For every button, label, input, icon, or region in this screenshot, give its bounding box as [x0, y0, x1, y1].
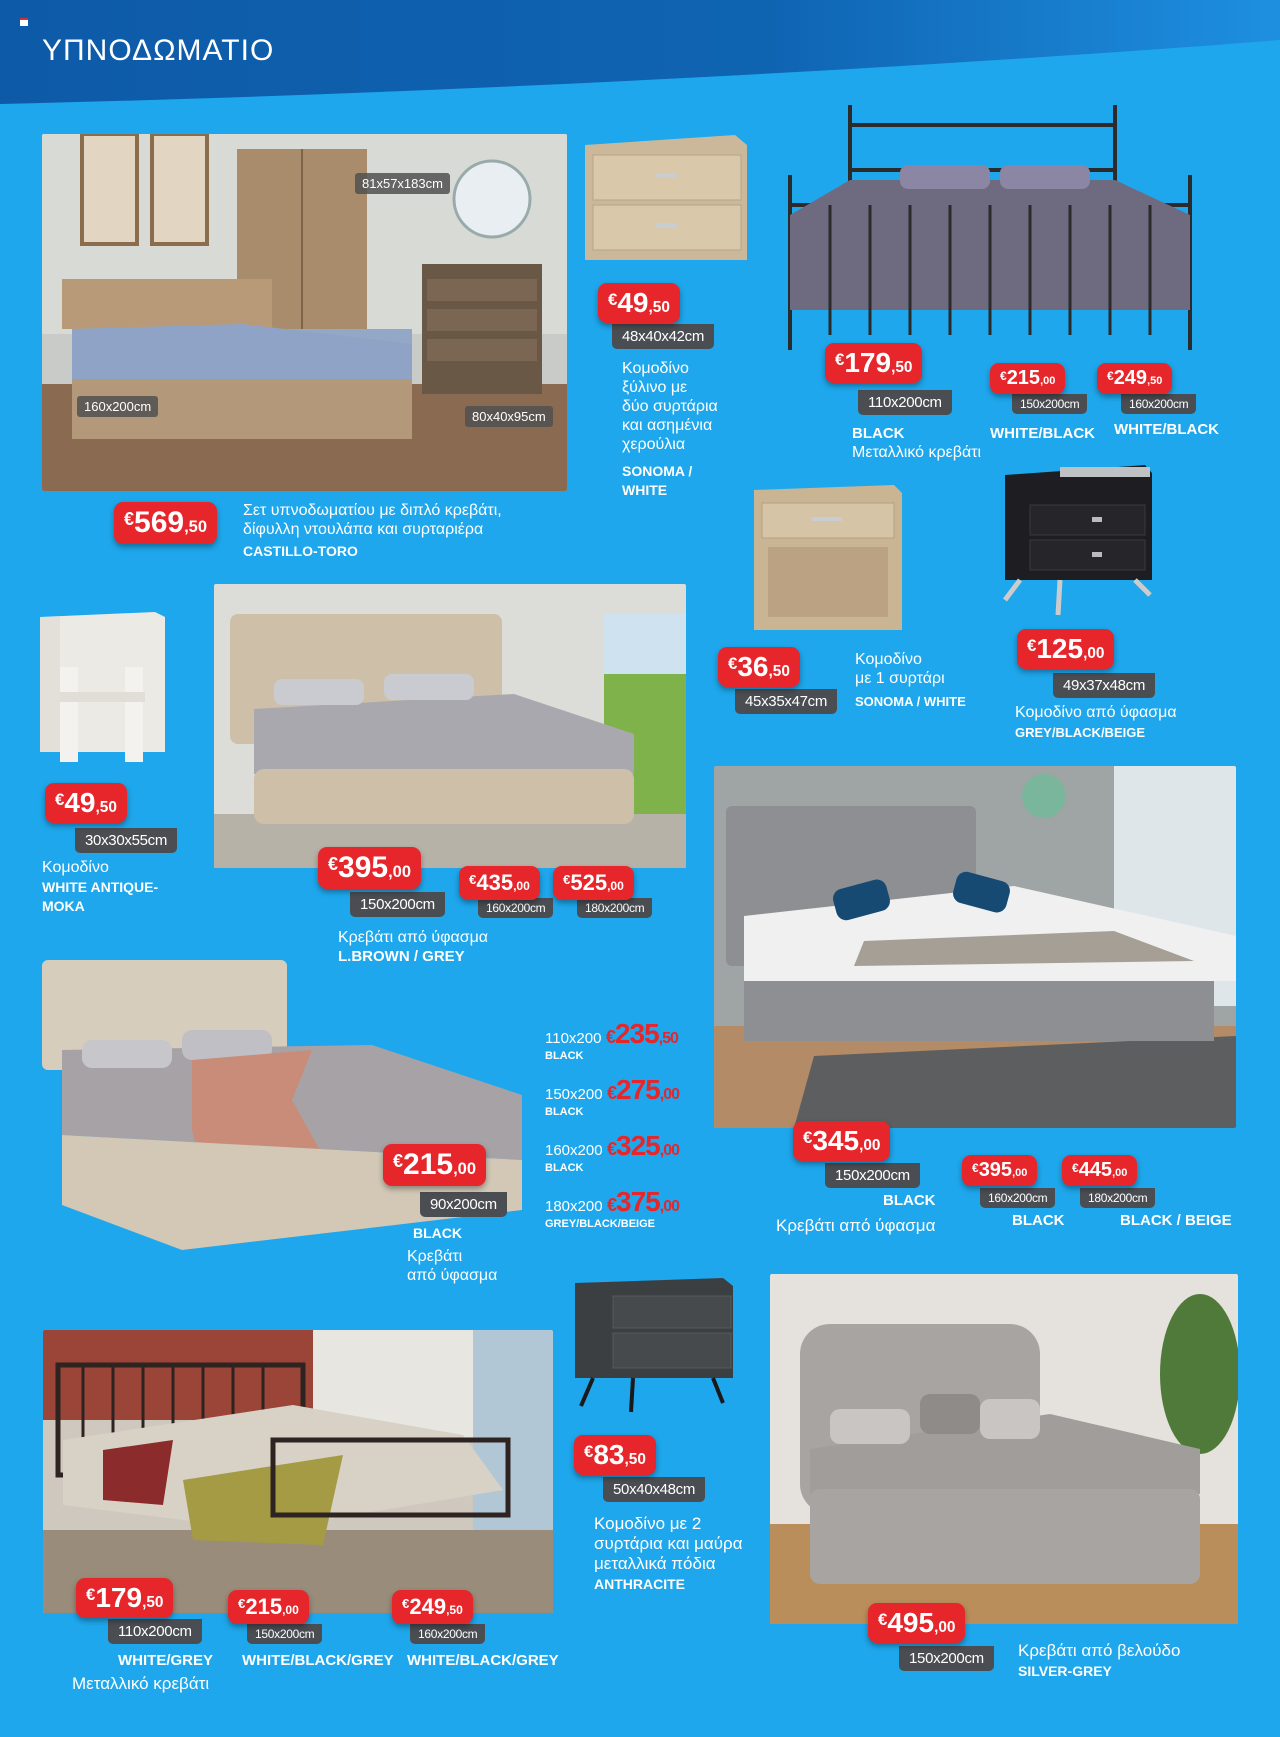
nightstand-sonoma-dimensions: 48x40x42cm	[612, 324, 714, 349]
striped-metal-bed-dimensions-150: 150x200cm	[247, 1624, 322, 1644]
fabric-nightstand-dimensions: 49x37x48cm	[1053, 673, 1155, 698]
size-color: BLACK	[545, 1106, 584, 1118]
nightstand-sonoma-photo[interactable]	[585, 135, 747, 260]
flag-icon	[20, 18, 28, 26]
velvet-bed-desc: Κρεβάτι από βελούδο	[1018, 1641, 1181, 1660]
metal-bed-dimensions-160: 160x200cm	[1121, 394, 1196, 414]
dresser-dimension-tag: 80x40x95cm	[465, 406, 553, 427]
metal-bed-dimensions: 110x200cm	[858, 390, 952, 415]
nightstand-one-drawer-photo[interactable]	[754, 485, 902, 630]
grey-tufted-bed-price-180: €445,00	[1062, 1155, 1137, 1186]
nightstand-sonoma-desc-4: και ασημένια	[622, 417, 713, 434]
bedroom-set-desc-1: Σετ υπνοδωματίου με διπλό κρεβάτι,	[243, 502, 502, 519]
nightstand-one-drawer-price: €36,50	[718, 647, 800, 687]
nightstand-one-drawer-desc-1: Κομοδίνο	[855, 651, 922, 668]
grey-tufted-bed-photo[interactable]	[714, 766, 1236, 1128]
metal-bed-color-160: WHITE/BLACK	[1114, 421, 1219, 438]
fabric-nightstand-photo[interactable]	[1000, 465, 1155, 620]
anthracite-nightstand-photo[interactable]	[573, 1278, 735, 1413]
striped-metal-bed-color-110: WHITE/GREY	[118, 1652, 214, 1669]
nightstand-one-drawer-color: SONOMA / WHITE	[855, 694, 966, 709]
size-price: €325,00	[607, 1130, 679, 1161]
anthracite-nightstand-color: ANTHRACITE	[594, 1576, 685, 1592]
size-row	[545, 1018, 725, 1074]
beige-fabric-bed-price: €395,00	[318, 847, 421, 889]
nightstand-sonoma-desc-1: Κομοδίνο	[622, 360, 689, 377]
grey-tufted-bed-desc: Κρεβάτι από ύφασμα	[776, 1216, 936, 1235]
grey-tufted-bed-dimensions: 150x200cm	[825, 1163, 920, 1188]
grey-tufted-bed-dimensions-180: 180x200cm	[1080, 1188, 1155, 1208]
beige-fabric-bed-dimensions-160: 160x200cm	[478, 898, 553, 918]
beige-bed-price: €215,00	[383, 1144, 486, 1186]
fabric-nightstand-price: €125,00	[1017, 629, 1114, 669]
grey-tufted-bed-price-160: €395,00	[962, 1155, 1037, 1186]
velvet-bed-photo[interactable]	[770, 1274, 1238, 1624]
bedroom-set-photo[interactable]	[42, 134, 567, 491]
beige-fabric-bed-color: L.BROWN / GREY	[338, 948, 465, 965]
white-nightstand-price: €49,50	[45, 783, 127, 823]
metal-bed-desc: Μεταλλικό κρεβάτι	[852, 444, 982, 461]
fabric-nightstand-desc: Κομοδίνο από ύφασμα	[1015, 704, 1177, 721]
metal-bed-price: €179,50	[825, 343, 922, 383]
size-row	[545, 1186, 725, 1242]
beige-bed-desc-2: από ύφασμα	[407, 1267, 498, 1284]
beige-fabric-bed-price-160: €435,00	[459, 866, 540, 900]
size-price: €235,50	[605, 1018, 678, 1049]
page-title: ΥΠΝΟΔΩΜΑΤΙΟ	[42, 34, 275, 67]
bedroom-set-name: CASTILLO-TORO	[243, 543, 358, 559]
anthracite-nightstand-desc-3: μεταλλικά πόδια	[594, 1554, 716, 1573]
white-nightstand-photo[interactable]	[40, 612, 165, 762]
velvet-bed-price: €495,00	[868, 1603, 965, 1643]
velvet-bed-dimensions: 150x200cm	[899, 1646, 994, 1671]
striped-metal-bed-photo[interactable]	[43, 1330, 553, 1613]
size-color: BLACK	[545, 1162, 584, 1174]
size-color: BLACK	[545, 1050, 584, 1062]
white-nightstand-desc: Κομοδίνο	[42, 859, 109, 876]
striped-metal-bed-dimensions: 110x200cm	[108, 1619, 202, 1644]
size-label: 180x200	[545, 1198, 603, 1215]
beige-fabric-bed-dimensions-180: 180x200cm	[577, 898, 652, 918]
striped-metal-bed-desc: Μεταλλικό κρεβάτι	[72, 1674, 210, 1693]
white-nightstand-color-1: WHITE ANTIQUE-	[42, 879, 159, 895]
size-label: 110x200	[545, 1030, 602, 1047]
grey-tufted-bed-price: €345,00	[793, 1121, 890, 1161]
size-label: 150x200	[545, 1086, 603, 1103]
velvet-bed-color: SILVER-GREY	[1018, 1663, 1112, 1679]
nightstand-sonoma-desc-2: ξύλινο με	[622, 379, 688, 396]
anthracite-nightstand-desc-2: συρτάρια και μαύρα	[594, 1534, 743, 1553]
nightstand-one-drawer-desc-2: με 1 συρτάρι	[855, 670, 945, 687]
bed-dimension-tag: 160x200cm	[77, 396, 158, 417]
size-color: GREY/BLACK/BEIGE	[545, 1218, 656, 1230]
striped-metal-bed-dimensions-160: 160x200cm	[410, 1624, 485, 1644]
grey-tufted-bed-dimensions-160: 160x200cm	[980, 1188, 1055, 1208]
metal-bed-dimensions-150: 150x200cm	[1012, 394, 1087, 414]
beige-fabric-bed-dimensions: 150x200cm	[350, 892, 445, 917]
nightstand-sonoma-desc-3: δύο συρτάρια	[622, 398, 718, 415]
beige-bed-desc-1: Κρεβάτι	[407, 1248, 463, 1265]
beige-bed-dimensions: 90x200cm	[420, 1192, 507, 1217]
striped-metal-bed-color-150: WHITE/BLACK/GREY	[242, 1652, 394, 1669]
striped-metal-bed-color-160: WHITE/BLACK/GREY	[407, 1652, 559, 1669]
metal-bed-color-150: WHITE/BLACK	[990, 425, 1095, 442]
nightstand-sonoma-price: €49,50	[598, 283, 680, 323]
size-row	[545, 1074, 725, 1130]
grey-tufted-bed-color-180: BLACK / BEIGE	[1120, 1212, 1232, 1229]
beige-bed-size-list	[545, 1018, 725, 1242]
beige-fabric-bed-photo[interactable]	[214, 584, 686, 868]
size-price: €375,00	[607, 1186, 679, 1217]
anthracite-nightstand-price: €83,50	[574, 1435, 656, 1475]
wardrobe-dimension-tag: 81x57x183cm	[355, 173, 450, 194]
bedroom-set-desc-2: δίφυλλη ντουλάπα και συρταριέρα	[243, 521, 484, 538]
metal-bed-color-black: BLACK	[852, 425, 905, 442]
white-nightstand-color-2: MOKA	[42, 898, 85, 914]
nightstand-sonoma-color-1: SONOMA /	[622, 463, 693, 479]
metal-bed-price-150: €215,00	[990, 363, 1065, 394]
anthracite-nightstand-dimensions: 50x40x48cm	[603, 1477, 705, 1502]
size-label: 160x200	[545, 1142, 603, 1159]
striped-metal-bed-price-160: €249,50	[392, 1590, 473, 1624]
beige-bed-color: BLACK	[413, 1225, 462, 1241]
nightstand-sonoma-desc-5: χερούλια	[622, 436, 686, 453]
fabric-nightstand-color: GREY/BLACK/BEIGE	[1015, 725, 1146, 740]
beige-fabric-bed-desc: Κρεβάτι από ύφασμα	[338, 929, 489, 946]
metal-bed-price-160: €249,50	[1097, 363, 1172, 394]
grey-tufted-bed-color-160: BLACK	[1012, 1212, 1065, 1229]
striped-metal-bed-price: €179,50	[76, 1578, 173, 1618]
metal-bed-photo[interactable]	[760, 95, 1220, 355]
size-row	[545, 1130, 725, 1186]
nightstand-sonoma-color-2: WHITE	[622, 482, 668, 498]
anthracite-nightstand-desc-1: Κομοδίνο με 2	[594, 1514, 702, 1533]
bedroom-set-price: €569,50	[114, 502, 217, 544]
size-price: €275,00	[607, 1074, 679, 1105]
white-nightstand-dimensions: 30x30x55cm	[75, 828, 177, 853]
striped-metal-bed-price-150: €215,00	[228, 1590, 309, 1624]
beige-fabric-bed-price-180: €525,00	[553, 866, 634, 900]
grey-tufted-bed-color-150: BLACK	[883, 1192, 936, 1209]
nightstand-one-drawer-dimensions: 45x35x47cm	[735, 689, 837, 714]
